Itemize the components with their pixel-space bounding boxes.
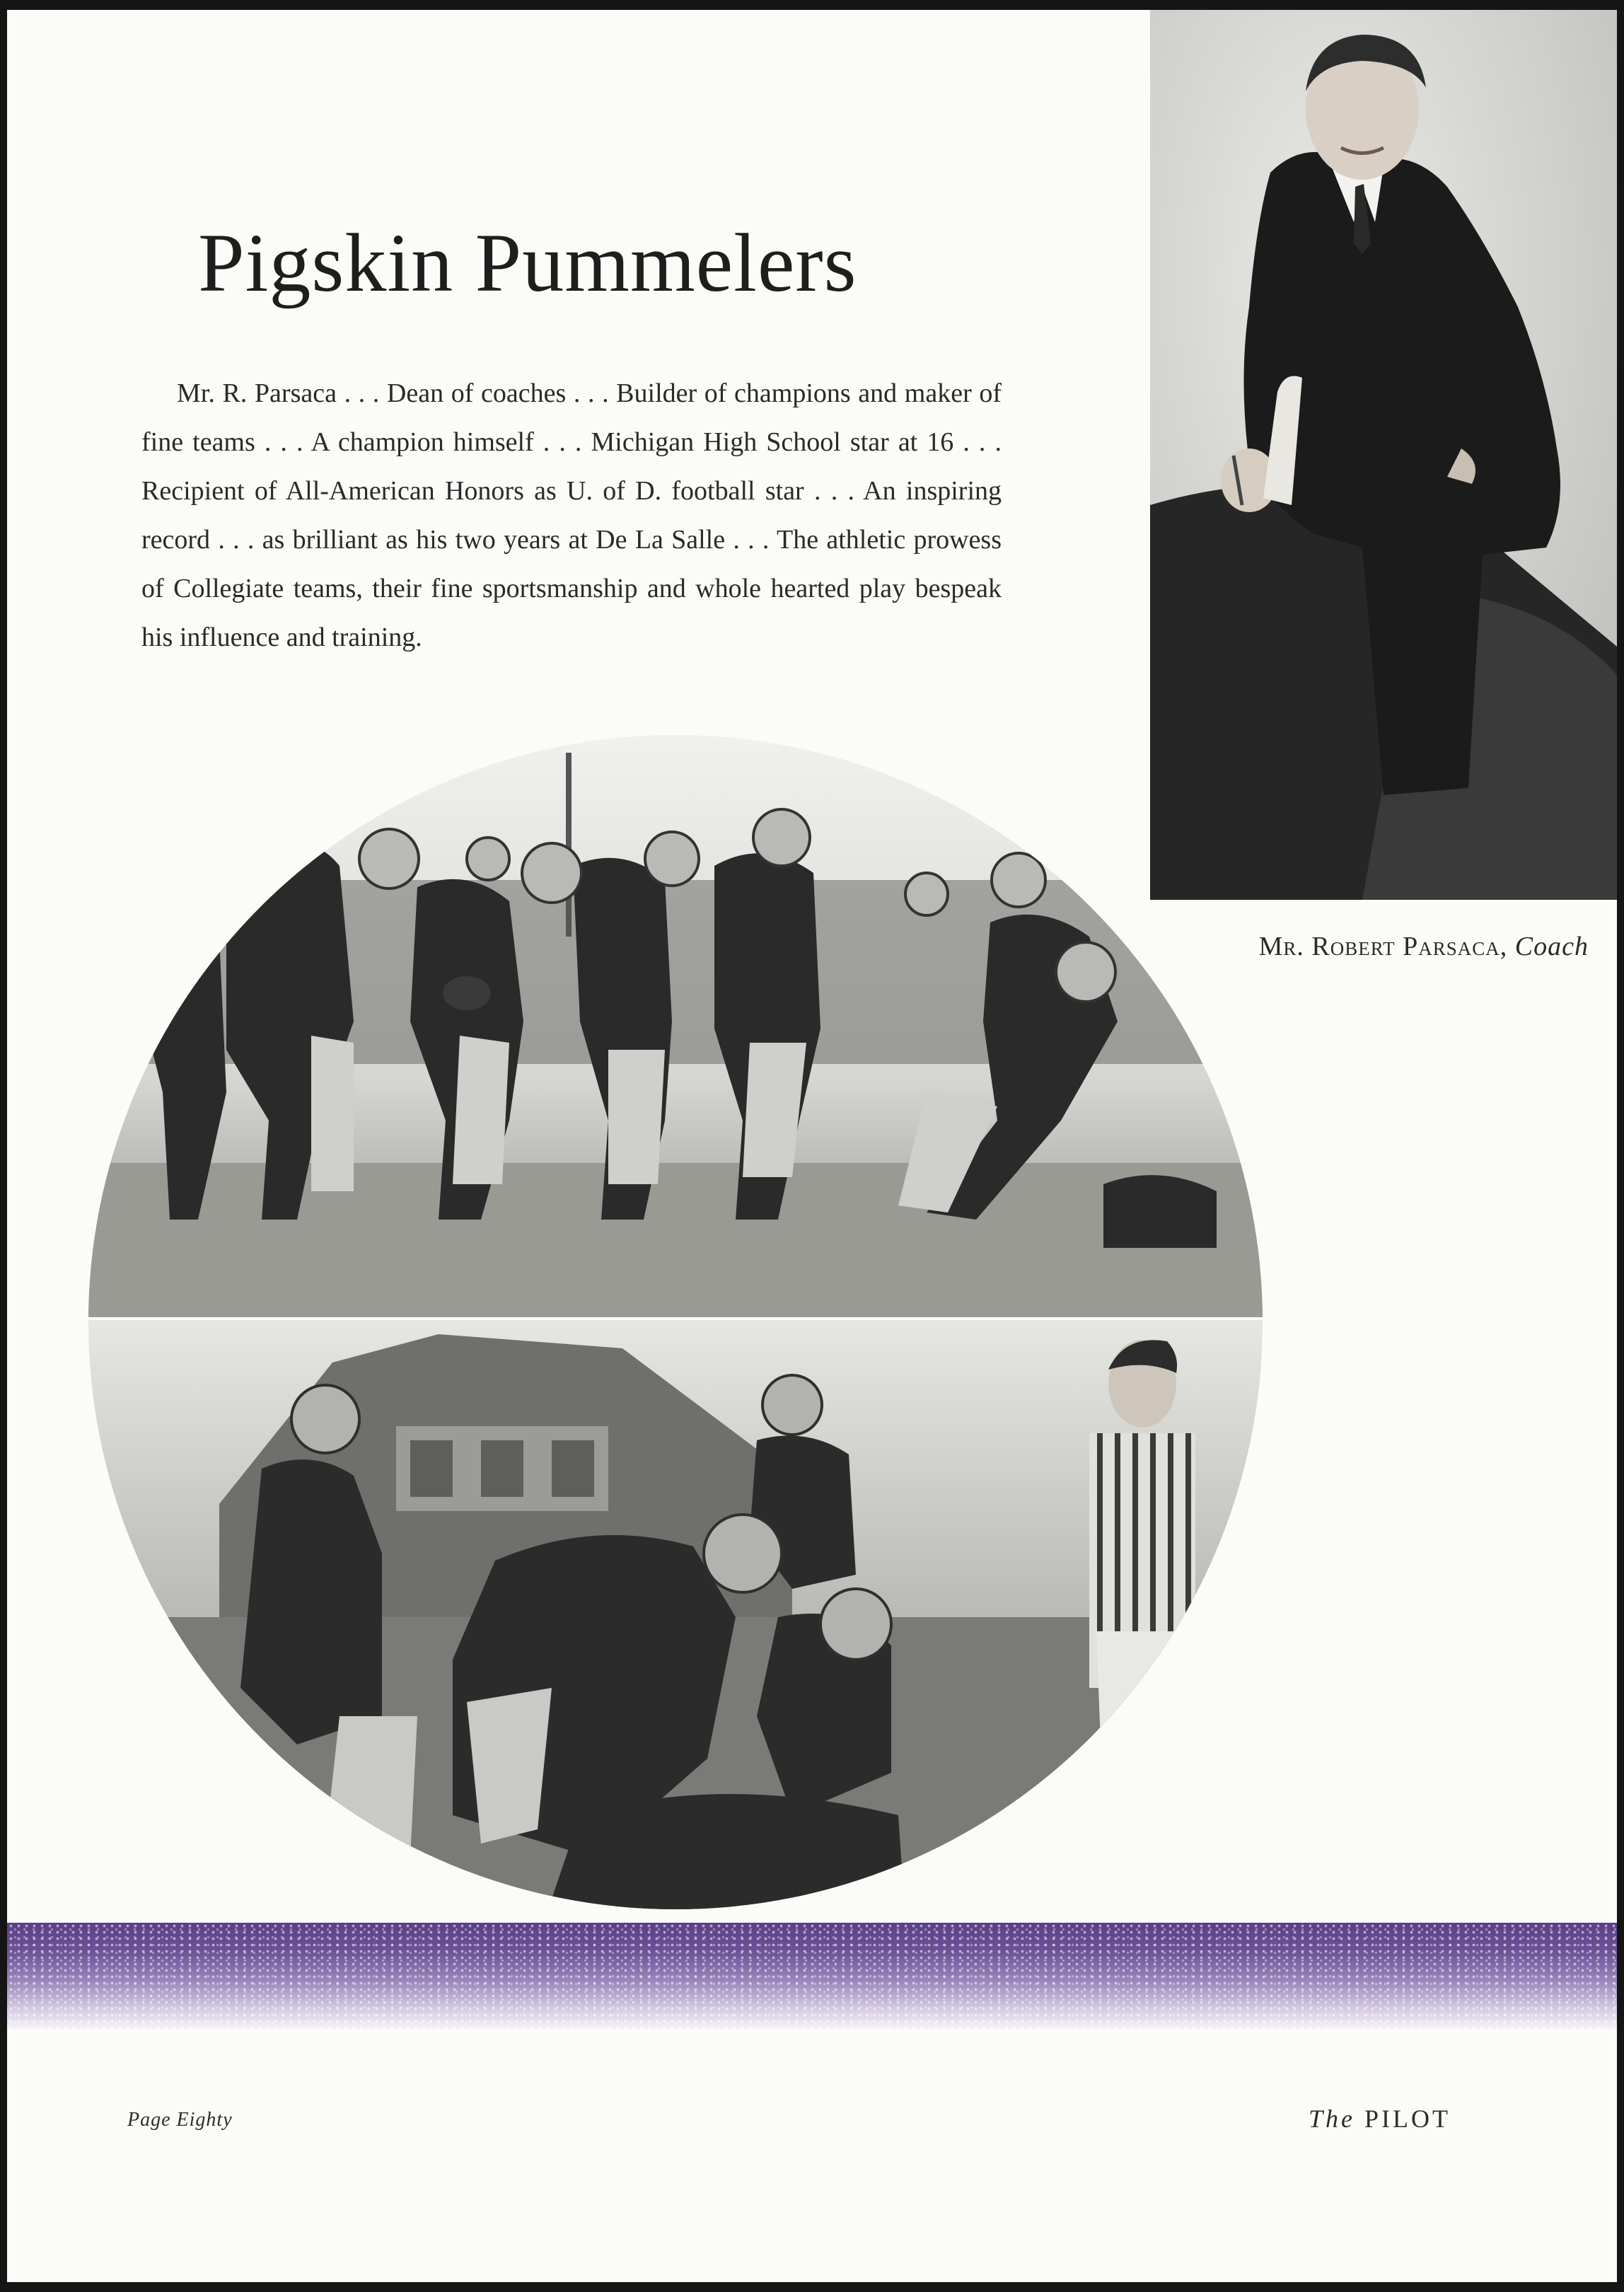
- football-action-illustration-lower: [85, 1320, 1266, 1920]
- publication-article: The: [1309, 2105, 1355, 2133]
- publication-title: PILOT: [1364, 2105, 1451, 2133]
- coach-intro-text: Mr. R. Parsaca . . . Dean of coaches . . . Builder of champions and maker of fine teams . . . A champion himself . . . Michigan High School star at 16 . . . Recipient of All-American Honors as U. of D. football star . . . An inspiring record . . . as brilliant as his two years at De La Salle . . . The athletic prowess of Collegiate teams, their fine sportsmanship and whole hearted play bespeak his influence and training.: [141, 378, 1002, 652]
- football-action-illustration-upper: [85, 724, 1266, 1317]
- yearbook-page: [7, 10, 1617, 2282]
- football-action-photo-lower: [85, 1320, 1266, 1920]
- publication-name: [1309, 2104, 1451, 2134]
- coach-caption-name: Mr. Robert Parsaca,: [1258, 932, 1508, 961]
- football-action-photo-upper: [85, 724, 1266, 1317]
- coach-caption: [1221, 931, 1589, 962]
- page-number: Page Eighty: [127, 2109, 233, 2131]
- football-photo-circle: [85, 724, 1266, 1920]
- decorative-stipple-band: [7, 1923, 1617, 2029]
- coach-caption-role: Coach: [1514, 932, 1589, 961]
- page-title: Pigskin Pummelers: [198, 216, 857, 309]
